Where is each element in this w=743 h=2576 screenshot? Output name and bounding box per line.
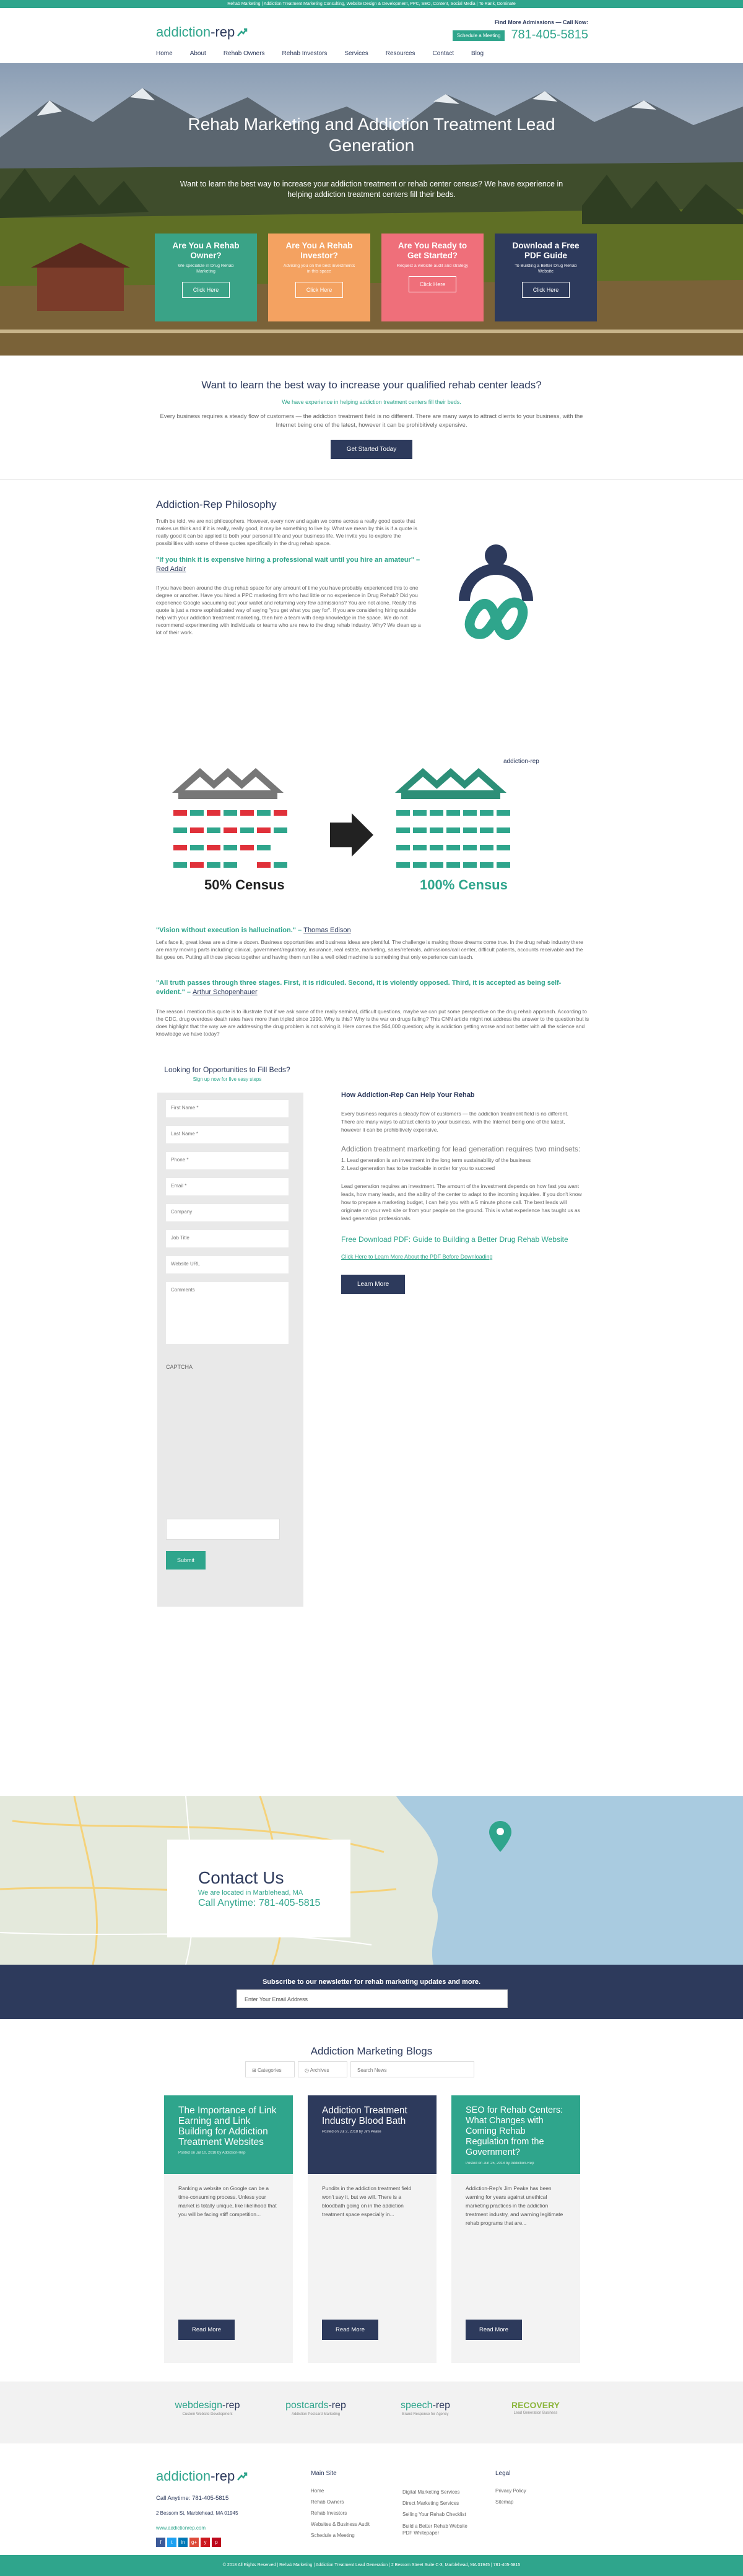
form-heading: Looking for Opportunities to Fill Beds?: [164, 1065, 290, 1074]
footer-link[interactable]: Websites & Business Audit: [311, 2521, 370, 2527]
footer-link[interactable]: Schedule a Meeting: [311, 2533, 355, 2538]
schedule-meeting-button[interactable]: Schedule a Meeting: [453, 30, 505, 41]
footer-website[interactable]: www.addictionrep.com: [156, 2525, 206, 2531]
search-placeholder: Search News: [357, 2067, 387, 2073]
partner-name-a: speech: [400, 2400, 433, 2411]
census-left-label: 50% Census: [204, 877, 285, 893]
card-text: To Building a Better Drug Rehab Website: [515, 264, 577, 274]
partner-webdesign-rep[interactable]: [161, 2400, 254, 2416]
footer-main-site: [311, 2468, 370, 2541]
logo-text-b: -rep: [211, 24, 235, 40]
logo-text-b: -rep: [211, 2468, 235, 2484]
contact-card: [167, 1840, 350, 1937]
nav-about[interactable]: About: [189, 50, 206, 57]
philosophy-p4: The reason I mention this quote is to illustrate that if we ask some of the really seminal, difficult questions, maybe we can put some perspective on the drug rehab approach. According to the CDC, drug overdose death rates have more than tripled since 1990. Why is this? Why is the war on drugs failing? This CNN article might not address the answer to the question but is does highlight that the way we are addressing the drug problem is not solving it. Here comes the $64,000 question; why is addiction getting worse and not better with all the science and knowledge we have today?: [156, 1008, 589, 1037]
footer-address: 2 Bessom St, Marblehead, MA 01945: [156, 2510, 238, 2516]
card-title: Download a Free PDF Guide: [512, 241, 580, 260]
site-header: [0, 8, 743, 63]
footer-link[interactable]: Selling Your Rehab Checklist: [402, 2512, 466, 2517]
logo-arrow-icon: [237, 2471, 248, 2482]
nav-resources[interactable]: Resources: [385, 50, 415, 57]
blog-post-card: [164, 2095, 293, 2363]
hero-cards: [155, 234, 597, 321]
post-title[interactable]: Addiction Treatment Industry Blood Bath: [322, 2105, 407, 2126]
job-title-field[interactable]: Job Title: [166, 1230, 289, 1247]
archives-label: Archives: [310, 2067, 329, 2073]
card-click-here-button[interactable]: Click Here: [182, 282, 230, 298]
philosophy-continued: [0, 939, 743, 1065]
captcha-widget[interactable]: [166, 1519, 280, 1540]
footer-link[interactable]: Home: [311, 2488, 324, 2494]
philosophy-heading: Addiction-Rep Philosophy: [156, 499, 277, 510]
learn-text: Every business requires a steady flow of customers — the addiction treatment field is no different. There are many ways to attract clients to your business, with the Internet being one of the latest, however it can be prohibitively expensive.: [160, 413, 583, 429]
help-heading: How Addiction-Rep Can Help Your Rehab: [341, 1091, 475, 1099]
read-more-button[interactable]: Read More: [322, 2320, 378, 2340]
quote-red-adair: "If you think it is expensive hiring a professional wait until you hire an amateur" – Red Adair: [156, 556, 420, 573]
post-meta: Posted on Jul 2, 2018 by Jim Peake: [322, 2130, 381, 2134]
blog-heading: Addiction Marketing Blogs: [310, 2045, 433, 2057]
partner-tagline: Custom Website Development: [182, 2412, 233, 2416]
footer-link[interactable]: Build a Better Rehab Website PDF Whitepaper: [402, 2523, 467, 2536]
quote-schopenhauer: "All truth passes through three stages. First, it is ridiculed. Second, it is violently opposed. Third, it is accepted as being self-evident." – Arthur Schopenhauer: [156, 979, 562, 996]
partner-recovery[interactable]: [489, 2400, 582, 2415]
blog-search-input[interactable]: [350, 2061, 474, 2077]
help-p2: Lead generation requires an investment. The amount of the investment depends on how fast you want leads, how many leads, and the ability of the center to adapt to the incoming inquiries. If you don't know how to prepare a marketing budget, I can help you with a 5 minute phone call. The best leads will originate on your web site or from your people on the ground. This is what experience has taught us as lead generation professionals.: [341, 1183, 582, 1221]
map-image: [0, 1796, 743, 1965]
read-more-button[interactable]: Read More: [178, 2320, 235, 2340]
map-pin-icon[interactable]: [489, 1821, 511, 1852]
card-text: Advising you on the best investments in this space: [283, 264, 355, 274]
email-field[interactable]: Email *: [166, 1178, 289, 1195]
philosophy-p3: Let's face it, great ideas are a dime a dozen. Business opportunities and business ideas are plentiful. The challenge is making those dreams come true. In the drug rehab industry there are many moving parts including: clinical, government/regulatory, insurance, real estate, marketing, sales/referrals, admissions/call center, difficult patients, accounts receivable and the list goes on. Putting all those pieces together and having them run like a well oiled machine is something that only experience can teach.: [156, 939, 583, 960]
quote-text: "Vision without execution is hallucination.": [156, 927, 296, 934]
footer-phone[interactable]: Call Anytime: 781-405-5815: [156, 2495, 229, 2502]
post-header[interactable]: [451, 2095, 580, 2174]
help-list-item-2: 2. Lead generation has to be trackable in order for you to succeed: [341, 1165, 495, 1171]
nav-home[interactable]: Home: [156, 50, 173, 57]
logo-arrow-icon: [237, 27, 248, 38]
partner-name-a: postcards: [285, 2400, 329, 2411]
learn-tagline: We have experience in helping addiction treatment centers fill their beds.: [282, 399, 461, 405]
quote-text: "All truth passes through three stages. First, it is ridiculed. Second, it is violently opposed. Third, it is accepted as being self-evident.": [156, 979, 562, 996]
post-meta: Posted on Jul 10, 2018 by Addiction-Rep: [178, 2151, 246, 2155]
footer-link[interactable]: Privacy Policy: [495, 2488, 526, 2494]
site-footer: [0, 2443, 743, 2555]
social-links: [156, 2538, 221, 2547]
comments-field[interactable]: Comments: [166, 1282, 289, 1344]
categories-dropdown[interactable]: ⊞ Categories: [245, 2061, 295, 2077]
philosophy-intro: Truth be told, we are not philosophers. However, every now and again we come across a really good quote that makes us think and if it is really, really good, it may be something to live by. What we mean by this is if a quote is really good it can be applied to both your personal life and your business life. We invite you to explore the possibilities with some of these quotes specifically in the drug rehab space.: [156, 518, 418, 546]
quote-author-link[interactable]: Arthur Schopenhauer: [193, 989, 258, 996]
pinterest-icon[interactable]: p: [212, 2538, 221, 2547]
partner-name-b: -rep: [222, 2400, 240, 2411]
footer-link[interactable]: Sitemap: [495, 2499, 514, 2505]
quote-text: "If you think it is expensive hiring a professional wait until you hire an amateur": [156, 556, 414, 564]
partner-name-b: -rep: [328, 2400, 346, 2411]
form-subheading[interactable]: Sign up now for five easy steps: [193, 1076, 262, 1082]
card-click-here-button[interactable]: Click Here: [295, 282, 344, 298]
footer-legal: [495, 2468, 526, 2508]
partner-tagline: Lead Generation Business: [513, 2411, 558, 2415]
meditation-logo-icon: [459, 542, 532, 646]
post-excerpt: Ranking a website on Google can be a time-consuming process. Unless your market is totally unique, like likelihood that you will be facing stiff competition...: [178, 2185, 277, 2217]
first-name-field[interactable]: First Name *: [166, 1100, 289, 1117]
learn-more-button[interactable]: Learn More: [341, 1275, 405, 1294]
last-name-field[interactable]: Last Name *: [166, 1126, 289, 1143]
captcha-label: CAPTCHA: [166, 1364, 193, 1370]
optin-section: [0, 1065, 743, 1796]
header-phone[interactable]: 781-405-5815: [511, 28, 588, 41]
copyright-bar: © 2018 All Rights Reserved | Rehab Marketing | Addiction Treatment Lead Generation | 2 Bessom Street Suite C-3, Marblehead, MA 01945 | 781-405-5815: [0, 2555, 743, 2576]
quote-author-link[interactable]: Red Adair: [156, 565, 186, 573]
footer-link[interactable]: Direct Marketing Services: [402, 2500, 459, 2506]
lead-form: [157, 1093, 303, 1607]
nav-blog[interactable]: Blog: [471, 50, 484, 57]
card-click-here-button[interactable]: Click Here: [409, 276, 457, 292]
card-rehab-owner: [155, 234, 257, 321]
help-column: [341, 1091, 583, 1294]
footer-logo[interactable]: [156, 2468, 248, 2484]
post-header[interactable]: [308, 2095, 437, 2174]
help-list-item-1: 1. Lead generation is an investment in the long term sustainability of the business: [341, 1157, 531, 1163]
partner-name-a: webdesign: [175, 2400, 223, 2411]
company-field[interactable]: Company: [166, 1204, 289, 1221]
top-bar: Rehab Marketing | Addiction Treatment Marketing Consulting, Website Design & Development, PPC, SEO, Content, Social Media | To Rank, Dominate: [0, 0, 743, 8]
header-contact: [453, 19, 588, 42]
partner-speech-rep[interactable]: [379, 2400, 472, 2416]
partner-name-b: -rep: [432, 2400, 451, 2411]
blog-post-card: [451, 2095, 580, 2363]
footer-legal-heading: Legal: [495, 2470, 511, 2477]
googleplus-icon[interactable]: g+: [189, 2538, 199, 2547]
contact-location: We are located in Marblehead, MA: [198, 1889, 303, 1897]
hero-title: Rehab Marketing and Addiction Treatment Lead Generation: [188, 115, 555, 155]
card-get-started: [381, 234, 484, 321]
card-rehab-investor: [268, 234, 370, 321]
newsletter-section: [0, 1965, 743, 2019]
partner-logos: [0, 2382, 743, 2443]
partner-tagline: Addiction Postcard Marketing: [291, 2412, 341, 2416]
post-title[interactable]: SEO for Rehab Centers: What Changes with Coming Rehab Regulation from the Government?: [466, 2105, 563, 2157]
logo-text-a: addiction: [156, 2468, 211, 2484]
learn-heading: Want to learn the best way to increase your qualified rehab center leads?: [201, 379, 542, 391]
main-nav: [156, 50, 484, 57]
nav-contact[interactable]: Contact: [432, 50, 454, 57]
blog-section: [0, 2019, 743, 2382]
hero-section: [0, 63, 743, 356]
nav-rehab-owners[interactable]: Rehab Owners: [223, 50, 265, 57]
hero-subtitle: Want to learn the best way to increase your addiction treatment or rehab center census? We have experience in helping addiction treatment centers fill their beds.: [180, 180, 563, 199]
partner-postcards-rep[interactable]: [269, 2400, 362, 2416]
census-brand: addiction-rep: [503, 758, 539, 765]
card-title: Are You A Rehab Investor?: [285, 241, 353, 260]
categories-label: Categories: [257, 2067, 282, 2073]
philosophy-p2: If you have been around the drug rehab space for any amount of time you have probably experienced this to one degree or another. Have you hired a PPC marketing firm who had little or no experience in Drug Rehab? Did you experience Google vacuuming out your wallet and returning very few admissions? You are not alone. Really this quote is just a more sophisticated way of saying "you get what you pay for". If you are considering hiring outside help with your addiction treatment marketing, then hire a team with deep knowledge in the space. We do not recommend experimenting with individuals or teams who are new to the drug rehab industry. Why? We clean up a lot of their work.: [156, 585, 421, 635]
card-pdf-guide: [495, 234, 597, 321]
contact-map[interactable]: [0, 1796, 743, 1965]
quote-author-link[interactable]: Thomas Edison: [303, 927, 351, 934]
footer-contact: [156, 2493, 238, 2534]
card-title: Are You Ready to Get Started?: [398, 241, 467, 260]
post-header[interactable]: [164, 2095, 293, 2174]
archives-dropdown[interactable]: ◷ Archives: [298, 2061, 347, 2077]
footer-link[interactable]: Rehab Owners: [311, 2499, 344, 2505]
nav-services[interactable]: Services: [344, 50, 368, 57]
website-url-field[interactable]: Website URL: [166, 1256, 289, 1273]
footer-link[interactable]: Digital Marketing Services: [402, 2489, 460, 2495]
newsletter-text: Subscribe to our newsletter for rehab marketing updates and more.: [262, 1978, 481, 1986]
post-excerpt: Addiction-Rep's Jim Peake has been warning for years against unethical marketing practices in the addiction treatment industry, and warning legitimate rehab programs that are...: [466, 2185, 563, 2226]
get-started-button[interactable]: Get Started Today: [331, 440, 412, 459]
help-p1: Every business requires a steady flow of customers — the addiction treatment field is no different. There are many ways to attract clients to your business, with the Internet being one of the latest, however it can be prohibitively expensive.: [341, 1111, 568, 1133]
footer-link[interactable]: Rehab Investors: [311, 2510, 347, 2516]
pdf-learn-more-link[interactable]: Click Here to Learn More About the PDF Before Downloading: [341, 1254, 493, 1260]
footer-services: [402, 2487, 477, 2536]
census-right-label: 100% Census: [420, 877, 508, 893]
contact-heading: Contact Us: [198, 1868, 284, 1887]
post-excerpt: Pundits in the addiction treatment field won't say it, but we will. There is a bloodbath going on in the addiction treatment space especially in...: [322, 2185, 412, 2217]
card-click-here-button[interactable]: Click Here: [522, 282, 570, 298]
facebook-icon[interactable]: f: [156, 2538, 165, 2547]
card-title: Are You A Rehab Owner?: [172, 241, 240, 260]
partner-name-a: RECOVERY: [511, 2400, 560, 2410]
post-title[interactable]: The Importance of Link Earning and Link Building for Addiction Treatment Websites: [178, 2105, 277, 2147]
blog-post-card: [308, 2095, 437, 2363]
partner-tagline: Brand Response for Agency: [402, 2412, 449, 2416]
twitter-icon[interactable]: t: [167, 2538, 176, 2547]
footer-main-heading: Main Site: [311, 2470, 337, 2477]
learn-section: [0, 356, 743, 455]
quote-edison: "Vision without execution is hallucination." – Thomas Edison: [156, 927, 351, 934]
logo-text-a: addiction: [156, 24, 211, 40]
card-text: Request a website audit and strategy: [396, 264, 469, 268]
linkedin-icon[interactable]: in: [178, 2538, 188, 2547]
census-illustration: [166, 754, 562, 897]
find-admissions: Find More Admissions — Call Now:: [494, 19, 588, 25]
card-text: We specialize in Drug Rehab Marketing: [178, 264, 234, 274]
nav-rehab-investors[interactable]: Rehab Investors: [282, 50, 328, 57]
post-meta: Posted on Jun 25, 2018 by Addiction-Rep: [466, 2162, 534, 2165]
youtube-icon[interactable]: y: [201, 2538, 210, 2547]
help-subheading: Addiction treatment marketing for lead generation requires two mindsets:: [341, 1145, 581, 1153]
pdf-download-link[interactable]: Free Download PDF: Guide to Building a Better Drug Rehab Website: [341, 1235, 568, 1244]
submit-button[interactable]: Submit: [166, 1551, 206, 1570]
phone-field[interactable]: Phone *: [166, 1152, 289, 1169]
blog-filters: [245, 2061, 474, 2077]
philosophy-section: [0, 480, 743, 951]
contact-phone[interactable]: Call Anytime: 781-405-5815: [198, 1898, 321, 1908]
newsletter-email-input[interactable]: Enter Your Email Address: [237, 1989, 508, 2008]
site-logo[interactable]: [156, 24, 248, 40]
read-more-button[interactable]: Read More: [466, 2320, 522, 2340]
